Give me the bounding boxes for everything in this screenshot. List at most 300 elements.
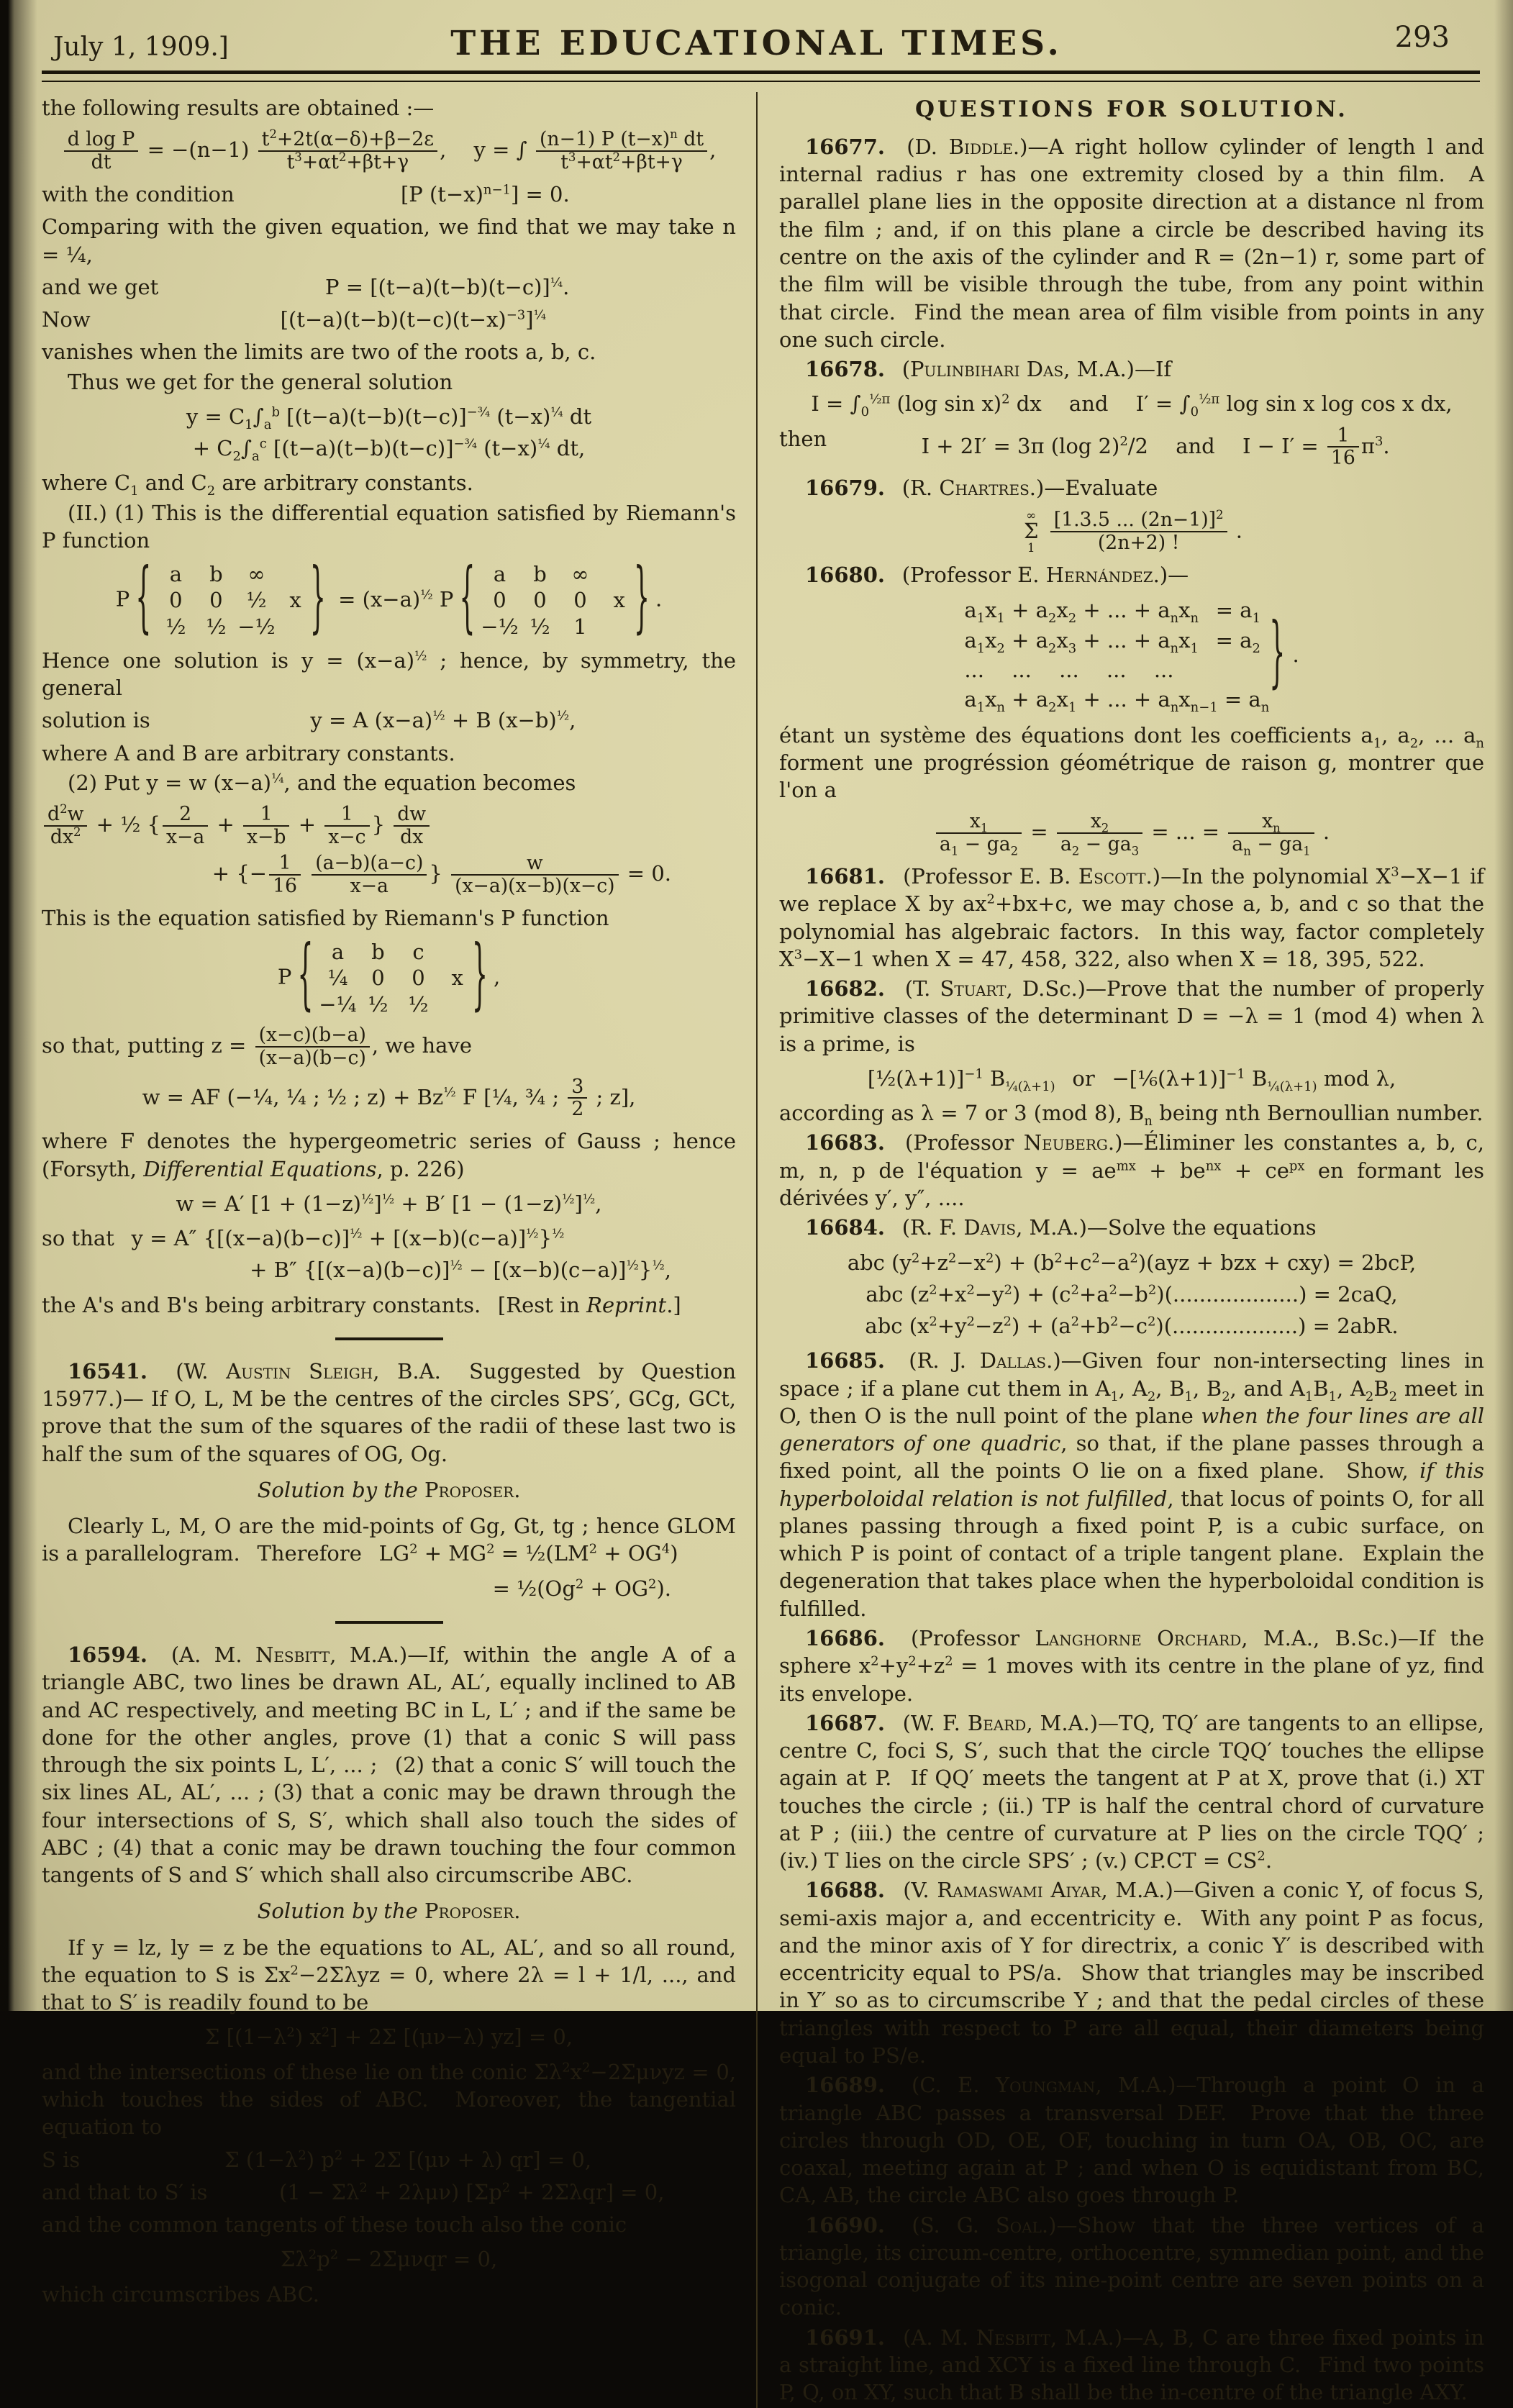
text-span: dw	[394, 804, 430, 827]
text-span: 1	[1327, 425, 1359, 448]
text-span	[964, 594, 1269, 715]
text-span: 2	[1148, 1282, 1156, 1297]
text-span: b	[358, 939, 398, 965]
text-span: 2	[1011, 845, 1019, 858]
equation-label: S is	[42, 2146, 80, 2173]
text-span: (x−c)(b−a)	[255, 1024, 370, 1048]
text-span: 16688.	[805, 1878, 885, 1902]
display-equation	[42, 129, 736, 173]
text-span: 3	[568, 150, 576, 164]
text-span: 1	[1027, 542, 1035, 554]
text-span: 1	[1253, 611, 1260, 626]
text-span: n−1	[1191, 700, 1218, 715]
text-span: 2	[648, 1576, 656, 1591]
text-span: 2	[912, 1250, 919, 1266]
equation-line: $[(t-a)(t-b)(t-c)(t-x)^{-3}]^{\frac{1}{4}}$	[91, 306, 736, 333]
text-span: 1	[1303, 845, 1311, 858]
system-equation-line: $a_1x_n + a_2x_1$ + ... + $a_nx_{n-1} = a_n$	[964, 686, 1269, 713]
paragraph: which circumscribes ABC.	[42, 2281, 736, 2308]
text-span: 2	[568, 1099, 587, 1120]
text-span: x	[614, 586, 625, 614]
paragraph: so that, putting z = $\frac{(x-c)(b-a)}{(x-a)(b-c)}$ , we have	[42, 1024, 736, 1069]
equation-line: y = A $(x-a)^{\frac{1}{2}} + B$ $(x-b)^{\frac{1}{2}}$,	[150, 707, 736, 734]
text-span: ¼	[537, 436, 550, 451]
system-equation-line: $a_1x_2 + a_2x_3$ + ... + $a_nx_1$ = $a_2$	[964, 627, 1269, 654]
text-span: Proposer	[424, 1478, 514, 1502]
text-span: 2	[335, 2148, 342, 2163]
text-span: {	[135, 549, 151, 651]
text-span: 2	[582, 2060, 590, 2075]
text-span: 2	[409, 1542, 417, 1557]
text-span: ½	[526, 1226, 538, 1241]
text-span: 2	[290, 1963, 298, 1978]
text-span: b	[520, 561, 560, 587]
text-span	[44, 804, 87, 848]
text-span: 2	[613, 150, 621, 164]
display-equation	[42, 1575, 736, 1602]
question-paragraph: 16689. (C. E. Youngman, M.A.)—Through a point O in a triangle ABC passes a transversal DEF. Prove that the three circles through OD, OE, OF, touching in turn OA, OB, OC, are coaxal, meeting again at P ; and when O is equidistant from BC, CA, AB, the circle ABC also goes through P.	[779, 2071, 1484, 2209]
scan-edge-shadow	[1494, 0, 1513, 2011]
display-equation	[779, 811, 1484, 855]
equation-label: Now	[42, 306, 91, 333]
display-equation	[42, 804, 736, 897]
equation-line: abc $(y^2+z^2-x^2) + (b^2+c^2-a^2)(ayz$ + bzx + cxy) = 2bcP,	[779, 1249, 1484, 1276]
text-span: x	[451, 964, 463, 991]
text-span: Langhorne Orchard	[1035, 1626, 1242, 1650]
p-function-matrix	[459, 561, 650, 640]
text-span: if this hyperboloidal relation is not fulfilled	[779, 1458, 1484, 1510]
section-heading: QUESTIONS FOR SOLUTION.	[779, 95, 1484, 124]
text-span: −¾	[454, 436, 477, 451]
text-span: n	[1261, 700, 1270, 715]
text-span: 2	[967, 1314, 975, 1329]
text-span: ½	[382, 1191, 394, 1207]
text-span: 2	[73, 825, 81, 839]
text-span: Soal	[996, 2213, 1042, 2237]
text-span: n	[1171, 641, 1179, 656]
text-span	[243, 804, 289, 848]
header-rule	[42, 71, 1480, 82]
p-function-matrix	[297, 939, 488, 1017]
text-span: 16686.	[805, 1626, 885, 1650]
text-span: $a_n - ga_1$	[1228, 834, 1314, 855]
text-span: a	[264, 417, 272, 432]
display-equation	[42, 2245, 736, 2273]
text-span: Youngman	[996, 2073, 1095, 2097]
text-span: 1	[1185, 1389, 1193, 1404]
equation-line: $\frac{d^2w}{dx^2}$ + ½ { $\frac{2}{x-a}$ + $\frac{1}{x-b}$ + $\frac{1}{x-c}$ } $\frac{dw}{dx}$	[42, 804, 736, 848]
text-span: 16	[269, 876, 301, 897]
equation-system	[779, 594, 1484, 715]
text-span	[1228, 811, 1314, 855]
text-span	[269, 853, 301, 897]
text-span: 16687.	[805, 1711, 885, 1735]
text-span	[1024, 509, 1039, 555]
text-span: Pulinbihari Das	[910, 357, 1063, 381]
solution-byline: Solution by the Proposer.	[42, 1897, 736, 1925]
text-span: ½	[432, 709, 445, 724]
text-span	[317, 965, 438, 991]
display-equation	[779, 509, 1484, 555]
text-span: ½	[626, 1258, 638, 1273]
equation-line: w = A′ $[1 + (1-z)^{\frac{1}{2}}]^{\frac{1}{2}} + B'$ $[1 - (1-z)^{\frac{1}{2}}]^{\frac{1}{2}}$,	[42, 1190, 736, 1217]
text-span: ¼	[534, 307, 546, 322]
text-span: 16683.	[805, 1130, 885, 1155]
text-span: ¼	[550, 275, 563, 290]
text-span: 3	[1375, 434, 1383, 449]
equation-label: then	[779, 425, 827, 470]
text-span: 0	[196, 587, 236, 613]
text-span: $t^3+\alpha t^2+\beta t+\gamma$	[536, 152, 707, 173]
text-span: $x_n$	[1228, 811, 1314, 834]
paragraph: and the common tangents of these touch also the conic	[42, 2211, 736, 2238]
question-paragraph: 16541. (W. Austin Sleigh, B.A. Suggested by Question 15977.)— If O, L, M be the centres of the circles SPS′, GCg, GCt, prove that the sum of the squares of the radii of these last two is half the sum of the squares of OG, Og.	[42, 1358, 736, 1468]
text-span: 2	[996, 641, 1004, 656]
text-span: x−a	[163, 827, 208, 848]
text-span: n	[1476, 735, 1484, 750]
text-span: Chartres	[939, 476, 1029, 500]
text-span: 16680.	[805, 563, 885, 587]
text-span: 0	[480, 587, 520, 613]
text-span: 2	[1072, 845, 1080, 858]
text-span: Davis	[963, 1215, 1016, 1240]
text-span: n	[996, 700, 1005, 715]
text-span: 2	[1222, 1389, 1230, 1404]
text-span: 1	[245, 417, 253, 432]
text-span: ∞	[1026, 509, 1036, 522]
text-span: ∞	[236, 561, 276, 587]
text-span: c	[398, 939, 438, 965]
display-equation	[42, 403, 736, 463]
text-span: n	[1190, 611, 1199, 626]
text-span: W. Austin Sleigh	[184, 1359, 373, 1384]
text-span: 2	[1101, 822, 1109, 835]
text-span: }	[472, 927, 488, 1029]
text-span: 1	[1373, 735, 1381, 750]
text-span: 1	[977, 611, 985, 626]
paragraph: (II.) (1) This is the differential equation satisfied by Riemann's P function	[42, 499, 736, 555]
text-span: 1	[560, 614, 601, 640]
text-span: 0	[358, 965, 398, 991]
text-span: 2	[322, 2025, 330, 2040]
text-span: 0	[861, 404, 869, 419]
text-span	[163, 804, 208, 848]
text-span: Stuart	[940, 976, 1007, 1001]
text-span: ½	[155, 614, 196, 640]
text-span: ½	[450, 1258, 462, 1273]
text-span	[1050, 509, 1227, 554]
journal-title: THE EDUCATIONAL TIMES.	[0, 22, 1513, 66]
text-span: 1	[324, 804, 369, 827]
text-span: 3	[1068, 641, 1076, 656]
text-span: 2	[309, 2248, 317, 2263]
text-span: $dx^2$	[44, 827, 87, 848]
display-equation	[779, 1249, 1484, 1340]
question-paragraph: 16690. (S. G. Soal.)—Show that the three vertices of a triangle, its circum-centre, orthocentre, symmedian point, and the isogonal conjugate of its nine-point centre are seven points on a conic.	[779, 2212, 1484, 2322]
text-span: $a_1 - ga_2$	[936, 834, 1022, 855]
riemann-p-display	[42, 939, 736, 1017]
text-span	[451, 853, 619, 897]
text-span: [1.3.5 ... (2n−1)]$^2$	[1050, 509, 1227, 532]
text-span: 2	[1257, 1848, 1265, 1863]
page-columns	[0, 86, 1513, 2408]
text-span: 2	[1071, 1314, 1079, 1329]
text-span: −¾	[467, 404, 490, 419]
p-function-matrix	[135, 561, 326, 640]
text-span: ½	[443, 1085, 455, 1100]
text-span: ¼(λ+1)	[1005, 1079, 1055, 1094]
question-paragraph: 16681. (Professor E. B. Escott.)—In the polynomial $X^3-X-1$ if we replace X by $ax^2+bx+c$, we may chose a, b, and c so that the polynomial has algebraic factors. In this way, factor completely $X^3-X-1$ when X = 47, 458, 322, also when X = 18, 395, 522.	[779, 863, 1484, 973]
text-span: 1	[1305, 1389, 1313, 1404]
display-equation	[42, 1076, 736, 1121]
text-span: 2	[1109, 1282, 1117, 1297]
paragraph: where F denotes the hypergeometric series of Gauss ; hence (Forsyth, Differential Equations, p. 226)	[42, 1127, 736, 1183]
equation-label: with the condition	[42, 181, 235, 208]
labeled-equation	[42, 2178, 736, 2206]
question-paragraph: 16685. (R. J. Dallas.)—Given four non-intersecting lines in space ; if a plane cut them in $A_1$, $A_2$, $B_1$, $B_2$, and $A_1B_1$, $A_2B_2$ meet in O, then O is the null point of the plane when the four lines are all generators of one quadric, so that, if the plane passes through a fixed point, all the points O lie on a fixed plane. Show, if this hyperboloidal relation is not fulfilled, that locus of points O, for all planes passing through a fixed point P, is a cubic surface, on which P is point of contact of a triple tangent plane. Explain the degeneration that takes place when the hyperboloidal condition is fulfilled.	[779, 1347, 1484, 1622]
section-separator	[335, 1337, 443, 1340]
text-span: x−c	[324, 827, 369, 848]
text-span	[155, 587, 276, 613]
text-span: 1	[1329, 1389, 1337, 1404]
text-span: Solution by the	[258, 1899, 418, 1923]
text-span: x−b	[243, 827, 289, 848]
text-span: 2	[576, 1576, 583, 1591]
text-span: 2	[1119, 434, 1127, 449]
equation-line: $P = [(t-a)(t-b)(t-c)]^{\frac{1}{4}}$.	[158, 273, 736, 301]
text-span: 2	[562, 2060, 570, 2075]
labeled-equation	[42, 181, 736, 208]
text-span: ¼	[550, 404, 563, 419]
paragraph: vanishes when the limits are two of the roots a, b, c.	[42, 338, 736, 365]
text-span: 3	[568, 1076, 587, 1099]
text-span: 2	[286, 2025, 294, 2040]
labeled-equation	[779, 425, 1484, 470]
text-span: ½	[350, 1226, 362, 1241]
text-span	[317, 991, 438, 1017]
equation-label: and that to S′ is	[42, 2178, 207, 2206]
left-column	[42, 92, 756, 2408]
text-span	[317, 939, 438, 1017]
equation-text: P	[278, 964, 292, 989]
equation-line: $(1 - \Sigma\lambda^2 + 2\lambda\mu\nu)$ $[\Sigma p^2 + 2\Sigma\lambda qr] = 0$,	[207, 2178, 736, 2206]
section-separator	[335, 1621, 443, 1624]
text-span: 2	[1054, 1250, 1062, 1266]
text-span: ¼	[317, 965, 358, 991]
display-equation	[779, 390, 1484, 417]
text-span: 1	[996, 611, 1004, 626]
equation-line: ∞ Σ 1 $\frac{[1.3.5 ... (2n-1)]^2}{(2n+2) !}$ .	[779, 509, 1484, 555]
text-span: 2	[1410, 735, 1418, 750]
labeled-equation	[42, 2146, 736, 2173]
text-span: −¼	[317, 991, 358, 1017]
text-span	[480, 614, 601, 640]
text-span: when the four lines are all generators of one quadric	[779, 1404, 1484, 1455]
text-span: 2	[1366, 1389, 1373, 1404]
text-span: 2	[871, 1654, 878, 1669]
text-span: A. M. Nesbitt	[179, 1643, 330, 1667]
question-paragraph: 16688. (V. Ramaswami Aiyar, M.A.)—Given a conic Y, of focus S, semi-axis major a, and eccentricity e. With any point P as focus, and the minor axis of Y for directrix, a conic Y′ is described with eccentricity equal to PS/a. Show that triangles may be inscribed in Y′ so as to circumscribe Y ; and that the pedal circles of these triangles with respect to P are all equal, their diameters being equal to PS/e.	[779, 1876, 1484, 2069]
text-span: 2	[486, 1542, 494, 1557]
text-span	[394, 804, 430, 848]
text-span: 2	[1091, 1250, 1099, 1266]
text-span	[64, 129, 139, 173]
text-span	[480, 561, 601, 587]
equation-line: + $C_2\int_a^c$ $[(t-a)(t-b)(t-c)]^{-\frac{3}{4}}$ $(t-x)^{\frac{1}{4}}$ dt,	[42, 435, 736, 462]
text-span: ½	[652, 1258, 664, 1273]
text-span: ½	[358, 991, 398, 1017]
text-span: c	[260, 436, 267, 451]
text-span: 3	[794, 947, 802, 962]
text-span: 16678.	[805, 357, 885, 381]
text-span: 2	[1068, 611, 1076, 626]
equation-text: .	[655, 587, 662, 612]
text-span: 16691.	[805, 2325, 885, 2350]
text-span: 16684.	[805, 1215, 885, 1240]
issue-date: July 1, 1909.]	[53, 30, 229, 65]
text-span: 16541.	[68, 1359, 147, 1384]
system-brace: }	[1269, 604, 1285, 706]
text-span	[317, 939, 438, 965]
text-span: x	[289, 586, 301, 614]
text-span: 4	[662, 1542, 670, 1557]
system-equation-line: $a_1x_1 + a_2x_2$ + ... + $a_nx_n$ = $a_1$	[964, 596, 1269, 624]
text-span: −½	[480, 614, 520, 640]
text-span: ¼	[271, 771, 283, 786]
text-span	[258, 129, 437, 173]
text-span: a	[252, 449, 260, 464]
text-span: Reprint	[586, 1293, 666, 1317]
text-span: 16690.	[805, 2213, 885, 2237]
equation-text: = $(x-a)^{\frac{1}{2}}$ P	[332, 587, 453, 612]
text-span: Neuberg	[1024, 1130, 1108, 1155]
text-span: 0	[520, 587, 560, 613]
text-span: 0	[155, 587, 196, 613]
text-span: Solution by the	[258, 1478, 418, 1502]
text-span: 16681.	[805, 864, 885, 889]
equation-line: $I = \int_0^{\frac{1}{2}\pi}$ (log sin x)$^2$ dx and $I' = \int_0^{\frac{1}{2}\pi}$ log sin x log cos x dx,	[779, 390, 1484, 417]
text-span	[155, 614, 276, 640]
text-span: (a−b)(a−c)	[312, 853, 427, 876]
question-paragraph: 16684. (R. F. Davis, M.A.)—Solve the equations	[779, 1214, 1484, 1241]
equation-line: = $\frac{1}{2}(Og^2 + OG^2)$.	[42, 1575, 736, 1602]
text-span: ½	[420, 587, 432, 602]
text-span: n	[1243, 845, 1251, 858]
text-span: $t^2+2t(\alpha-\delta)+\beta-2\varepsilon$	[258, 129, 437, 152]
text-span: n	[1144, 1114, 1153, 1129]
text-span: 1	[243, 804, 289, 827]
question-paragraph: 16682. (T. Stuart, D.Sc.)—Prove that the number of properly primitive classes of the determinant D = −λ = 1 (mod 4) when λ is a prime, is	[779, 975, 1484, 1058]
equation-line: abc $(x^2+y^2-z^2) + (a^2+b^2-c^2)(...................) = 2abR$.	[779, 1312, 1484, 1340]
equation-line: w = AF (−¼, ¼ ; ½ ; $z) + Bz^{\frac{1}{2}}$ F [¼, ¾ ; $\frac{3}{2}$ ; z],	[42, 1076, 736, 1121]
equation-line: [½(λ+1)]$^{-1}$ $B_{\frac{1}{4}(\lambda+1)}$ or −[⅙(λ+1)]$^{-1}$ $B_{\frac{1}{4}(\lambda+1)}$ mod λ,	[779, 1065, 1484, 1092]
text-span: (n−1) P $(t-x)^n$ dt	[536, 129, 707, 152]
text-span: 1	[130, 483, 138, 499]
text-span: Escott	[1078, 864, 1146, 889]
paragraph: This is the equation satisfied by Riemann's P function	[42, 904, 736, 932]
text-span: ½	[398, 991, 438, 1017]
text-span	[568, 1076, 587, 1121]
text-span: −1	[964, 1066, 983, 1081]
paragraph: If y = lz, ly = z be the equations to AL, AL′, and so all round, the equation to S is $\Sigma x^2-2\Sigma\lambda yz = 0$, where 2λ = l + 1/l, ..., and that to S′ is readily found to be	[42, 1934, 736, 2017]
text-span: 3	[294, 150, 302, 164]
text-span: 2	[163, 804, 208, 827]
text-span: {	[459, 549, 475, 651]
text-span: Biddle	[949, 135, 1013, 159]
text-span: 2	[908, 1654, 916, 1669]
text-span	[480, 587, 601, 613]
question-paragraph: 16686. (Professor Langhorne Orchard, M.A., B.Sc.)—If the sphere $x^2+y^2+z^2 = 1$ moves with its centre in the plane of yz, find its envelope.	[779, 1625, 1484, 1707]
text-span: dx	[394, 827, 430, 848]
paragraph: (2) Put y = w $(x-a)^{\frac{1}{4}}$, and the equation becomes	[42, 769, 736, 796]
text-span: 16682.	[805, 976, 885, 1001]
paragraph: where $C_1$ and $C_2$ are arbitrary constants.	[42, 469, 736, 496]
text-span: Nesbitt	[976, 2325, 1050, 2350]
text-span: ½	[520, 614, 560, 640]
equation-text: P	[116, 587, 130, 612]
question-paragraph: 16678. (Pulinbihari Das, M.A.)—If	[779, 355, 1484, 383]
text-span: 1	[269, 853, 301, 876]
question-paragraph: 16679. (R. Chartres.)—Evaluate	[779, 474, 1484, 501]
text-span	[936, 811, 1022, 855]
equation-line: + B″ $\{[(x-a)(b-c)]^{\frac{1}{2}} - [(x-b)(c-a)]^{\frac{1}{2}}\}^{\frac{1}{2}}$,	[42, 1256, 736, 1283]
paragraph: Comparing with the given equation, we find that we may take n = ¼,	[42, 213, 736, 268]
text-span: Σ	[1024, 521, 1039, 542]
right-column	[756, 92, 1484, 2408]
text-span: px	[1289, 1158, 1305, 1173]
text-span: 2	[987, 892, 995, 907]
display-equation	[42, 1190, 736, 1217]
question-paragraph: 16687. (W. F. Beard, M.A.)—TQ, TQ′ are tangents to an ellipse, centre C, foci S, S′, such that the circle TQQ′ touches the ellipse again at P. If QQ′ meets the tangent at P at X, prove that (i.) XT touches the circle ; (ii.) TP is half the central chord of curvature at P ; (iii.) the centre of curvature at P lies on the circle TQQ′ ; (iv.) T lies on the circle SPS′ ; (v.) $CP.CT = CS^2$.	[779, 1709, 1484, 1875]
text-span: n	[1171, 700, 1179, 715]
text-span: ½	[562, 1191, 574, 1207]
text-span: 0	[1191, 404, 1199, 419]
text-span	[536, 129, 707, 173]
question-paragraph: 16683. (Professor Neuberg.)—Éliminer les constantes a, b, c, m, n, p de l'équation $y = ae^{mx} + be^{nx} + ce^{px}$ en formant les dérivées y′, y″, ....	[779, 1129, 1484, 1212]
text-span: 2	[502, 2180, 510, 2195]
paragraph: according as λ = 7 or 3 (mod 8), $B_n$ being nth Bernoullian number.	[779, 1099, 1484, 1127]
text-span	[1057, 811, 1142, 855]
equation-line: $\Sigma\lambda^2p^2 - 2\Sigma\mu\nu qr = 0$,	[42, 2245, 736, 2273]
paragraph: where A and B are arbitrary constants.	[42, 740, 736, 767]
paragraph: étant un système des équations dont les coefficients $a_1$, $a_2$, ... $a_n$ forment une progréssion géométrique de raison g, montrer que l'on a	[779, 722, 1484, 804]
text-span: ½	[361, 1191, 373, 1207]
text-span: n	[1171, 611, 1179, 626]
question-paragraph: 16691. (A. M. Nesbitt, M.A.)—A, B, C are three fixed points in a straight line, and XCY is a fixed line through C. Find two points P, Q, on XY, such that B shall be the in-centre of the triangle AXY.	[779, 2324, 1484, 2407]
text-span: ½	[583, 1191, 595, 1207]
question-paragraph: 16680. (Professor E. Hernández.)—	[779, 561, 1484, 589]
text-span: 2	[207, 483, 215, 499]
equation-label: and we get	[42, 273, 158, 301]
text-span: 2	[1048, 700, 1056, 715]
paragraph: Hence one solution is $y = (x-a)^{\frac{1}{2}}$ ; hence, by symmetry, the general	[42, 647, 736, 702]
text-span	[255, 1024, 370, 1069]
paragraph: Clearly L, M, O are the mid-points of Gg, Gt, tg ; hence GLOM is a parallelogram. Therefore $LG^2 + MG^2$ = $\frac{1}{2}(LM^2 + OG^4)$	[42, 1512, 736, 1568]
paragraph: the following results are obtained :—	[42, 94, 736, 122]
text-span: b	[271, 404, 280, 419]
text-span: Proposer	[424, 1899, 514, 1923]
labeled-equation	[42, 306, 736, 333]
paragraph: the A's and B's being arbitrary constants. [Rest in Reprint.]	[42, 1291, 736, 1319]
text-span: −1	[1226, 1066, 1245, 1081]
text-span	[312, 853, 427, 897]
text-span: $a_2 - ga_3$	[1057, 834, 1142, 855]
equation-line: abc $(z^2+x^2-y^2) + (c^2+a^2-b^2)(...................) = 2caQ$,	[779, 1281, 1484, 1308]
text-span: nx	[1206, 1158, 1222, 1173]
text-span: 2	[1216, 508, 1224, 522]
equation-text: .	[1292, 641, 1299, 668]
text-span: n	[670, 127, 678, 141]
